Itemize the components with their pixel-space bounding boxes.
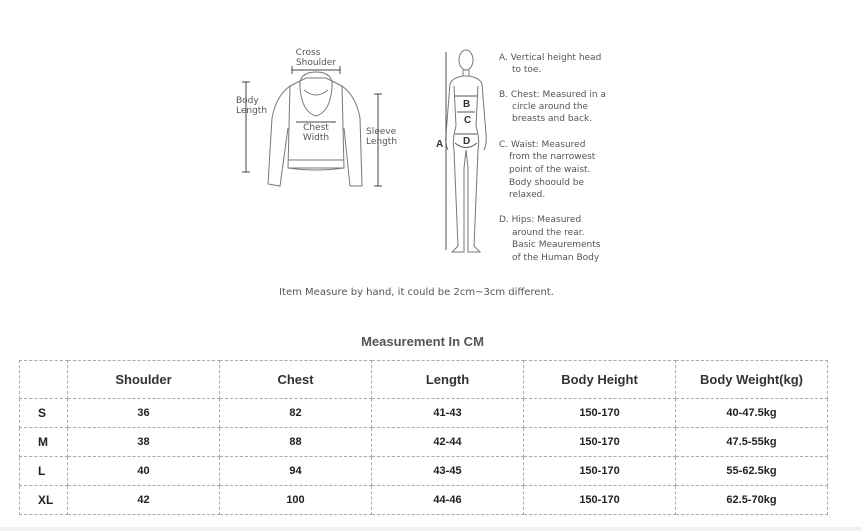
- body-descriptions: [499, 53, 606, 263]
- body-height-cell: 150-170: [524, 399, 676, 428]
- length-cell: 42-44: [372, 428, 524, 457]
- body-weight-cell: 47.5-55kg: [676, 428, 828, 457]
- length-cell: 44-46: [372, 486, 524, 515]
- header-length: Length: [372, 361, 524, 399]
- figure-letter-b: B: [463, 99, 471, 110]
- cross-shoulder-label-1: Cross: [295, 48, 321, 58]
- chest-width-label-1: Chest: [303, 123, 329, 133]
- header-body-weight: Body Weight(kg): [676, 361, 828, 399]
- header-body-height: Body Height: [524, 361, 676, 399]
- desc-b-line-2: circle around the: [512, 102, 589, 112]
- body-weight-cell: 62.5-70kg: [676, 486, 828, 515]
- body-height-cell: 150-170: [524, 428, 676, 457]
- size-table: [19, 360, 828, 515]
- desc-d-line-1: D. Hips: Measured: [499, 215, 582, 225]
- shoulder-cell: 36: [68, 399, 220, 428]
- figure-letter-d: D: [463, 136, 471, 147]
- size-cell: XL: [20, 486, 68, 515]
- shoulder-cell: 38: [68, 428, 220, 457]
- table-title: Measurement In CM: [361, 334, 484, 349]
- chest-cell: 82: [220, 399, 372, 428]
- desc-c-line-1: C. Waist: Measured: [499, 140, 586, 150]
- bottom-divider: [0, 527, 861, 531]
- header-shoulder: Shoulder: [68, 361, 220, 399]
- size-cell: L: [20, 457, 68, 486]
- header-size: [20, 361, 68, 399]
- sleeve-length-label-1: Sleeve: [366, 127, 397, 137]
- desc-c-line-4: Body shoould be: [509, 178, 585, 188]
- desc-c-line-3: point of the waist.: [509, 165, 591, 175]
- length-cell: 41-43: [372, 399, 524, 428]
- chest-cell: 88: [220, 428, 372, 457]
- body-length-label-1: Body: [236, 96, 259, 106]
- body-weight-cell: 55-62.5kg: [676, 457, 828, 486]
- header-chest: Chest: [220, 361, 372, 399]
- sleeve-length-label-2: Length: [366, 137, 398, 147]
- desc-b-line-1: B. Chest: Measured in a: [499, 90, 606, 100]
- desc-d-line-4: of the Human Body: [512, 253, 600, 263]
- figure-letter-c: C: [464, 115, 472, 126]
- desc-a-line-1: A. Vertical height head: [499, 53, 602, 63]
- table-row: [20, 486, 828, 515]
- body-length-label-2: Length: [236, 106, 268, 116]
- figure-letter-a: A: [436, 139, 444, 150]
- size-cell: M: [20, 428, 68, 457]
- table-row: [20, 457, 828, 486]
- desc-d-line-3: Basic Meaurements: [512, 240, 601, 250]
- body-height-cell: 150-170: [524, 457, 676, 486]
- length-cell: 43-45: [372, 457, 524, 486]
- desc-a-line-2: to toe.: [512, 65, 542, 75]
- chest-width-label-2: Width: [302, 133, 330, 143]
- size-cell: S: [20, 399, 68, 428]
- shoulder-cell: 42: [68, 486, 220, 515]
- table-header-row: [20, 361, 828, 399]
- desc-d-line-2: around the rear.: [512, 228, 585, 238]
- chest-cell: 100: [220, 486, 372, 515]
- desc-b-line-3: breasts and back.: [512, 114, 593, 124]
- desc-c-line-5: relaxed.: [509, 190, 546, 200]
- measure-note: Item Measure by hand, it could be 2cm~3cm different.: [279, 287, 554, 298]
- body-figure: [446, 50, 487, 252]
- cross-shoulder-label-2: Shoulder: [295, 58, 337, 68]
- body-height-cell: 150-170: [524, 486, 676, 515]
- table-row: [20, 399, 828, 428]
- table-row: [20, 428, 828, 457]
- shoulder-cell: 40: [68, 457, 220, 486]
- body-weight-cell: 40-47.5kg: [676, 399, 828, 428]
- chest-cell: 94: [220, 457, 372, 486]
- desc-c-line-2: from the narrowest: [509, 152, 596, 162]
